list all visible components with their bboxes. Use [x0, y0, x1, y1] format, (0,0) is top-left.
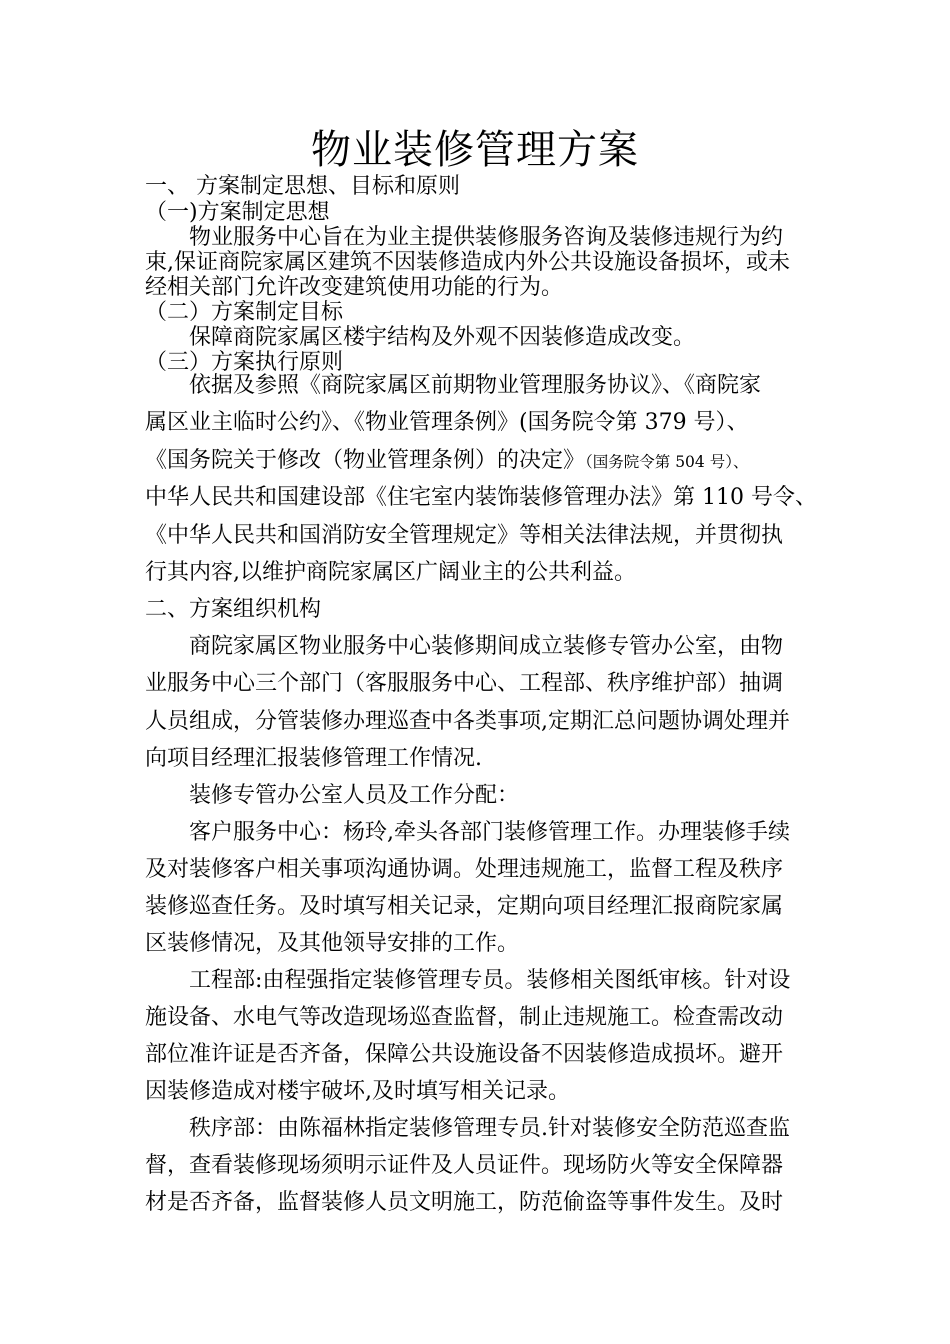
paragraph-line: 区装修情况，及其他领导安排的工作。: [145, 931, 520, 956]
document-title: 物业装修管理方案: [311, 127, 639, 173]
paragraph-line: 施设备、水电气等改造现场巡查监督，制止违规施工。检查需改动: [145, 1005, 784, 1030]
paragraph-line: 商院家属区物业服务中心装修期间成立装修专管办公室，由物: [189, 634, 784, 659]
paragraph-line: 装修巡查任务。及时填写相关记录，定期向项目经理汇报商院家属: [145, 894, 784, 919]
paragraph-line: 属区业主临时公约》、《物业管理条例》(国务院令第 379 号）、: [145, 410, 749, 435]
paragraph-line: 及对装修客户相关事项沟通协调。处理违规施工，监督工程及秩序: [145, 857, 784, 882]
paragraph-line: 部位准许证是否齐备，保障公共设施设备不因装修造成损坏。避开: [145, 1042, 784, 1067]
subsection-heading-3: （三）方案执行原则: [145, 350, 344, 375]
section-heading-1: 一、 方案制定思想、目标和原则: [145, 174, 460, 199]
paragraph-line: 督，查看装修现场须明示证件及人员证件。现场防火等安全保障器: [145, 1153, 784, 1178]
section-heading-2: 二、方案组织机构: [145, 597, 322, 622]
paragraph-line: 秩序部：由陈福林指定装修管理专员.针对装修安全防范巡查监: [189, 1116, 790, 1141]
paragraph-line: 中华人民共和国建设部《住宅室内装饰装修管理办法》第 110 号令、: [145, 485, 817, 510]
paragraph-line: 物业服务中心旨在为业主提供装修服务咨询及装修违规行为约: [189, 225, 784, 250]
paragraph-line: 向项目经理汇报装修管理工作情况.: [145, 746, 482, 771]
paragraph-line: 人员组成，分管装修办理巡查中各类事项,定期汇总问题协调处理并: [145, 709, 790, 734]
paragraph-line: 装修专管办公室人员及工作分配：: [189, 783, 520, 808]
subsection-heading-1: （一)方案制定思想: [145, 200, 330, 225]
paragraph-line: 工程部:由程强指定装修管理专员。装修相关图纸审核。针对设: [189, 968, 791, 993]
paragraph-line: 保障商院家属区楼宇结构及外观不因装修造成改变。: [189, 325, 696, 350]
paragraph-line: [145, 448, 748, 475]
paragraph-line: 业服务中心三个部门（客服服务中心、工程部、秩序维护部）抽调: [145, 671, 784, 696]
paragraph-line: 经相关部门允许改变建筑使用功能的行为。: [145, 275, 564, 300]
paragraph-line: 《中华人民共和国消防安全管理规定》等相关法律法规，并贯彻执: [145, 523, 784, 548]
paragraph-line-part: 《国务院关于修改（物业管理条例）的决定》: [145, 448, 586, 473]
paragraph-line: 客户服务中心：杨玲,牵头各部门装修管理工作。办理装修手续: [189, 820, 790, 845]
paragraph-line: 束,保证商院家属区建筑不因装修造成内外公共设施设备损坏，或未: [145, 250, 790, 275]
paragraph-line: 行其内容,以维护商院家属区广阔业主的公共利益。: [145, 560, 636, 585]
paragraph-line: 因装修造成对楼宇破坏,及时填写相关记录。: [145, 1079, 570, 1104]
paragraph-line: 材是否齐备，监督装修人员文明施工，防范偷盗等事件发生。及时: [145, 1190, 784, 1215]
subsection-heading-2: （二）方案制定目标: [145, 300, 344, 325]
paragraph-line-note: （国务院令第 504 号）、: [585, 453, 749, 471]
paragraph-line: 依据及参照《商院家属区前期物业管理服务协议》、《商院家: [189, 373, 762, 398]
